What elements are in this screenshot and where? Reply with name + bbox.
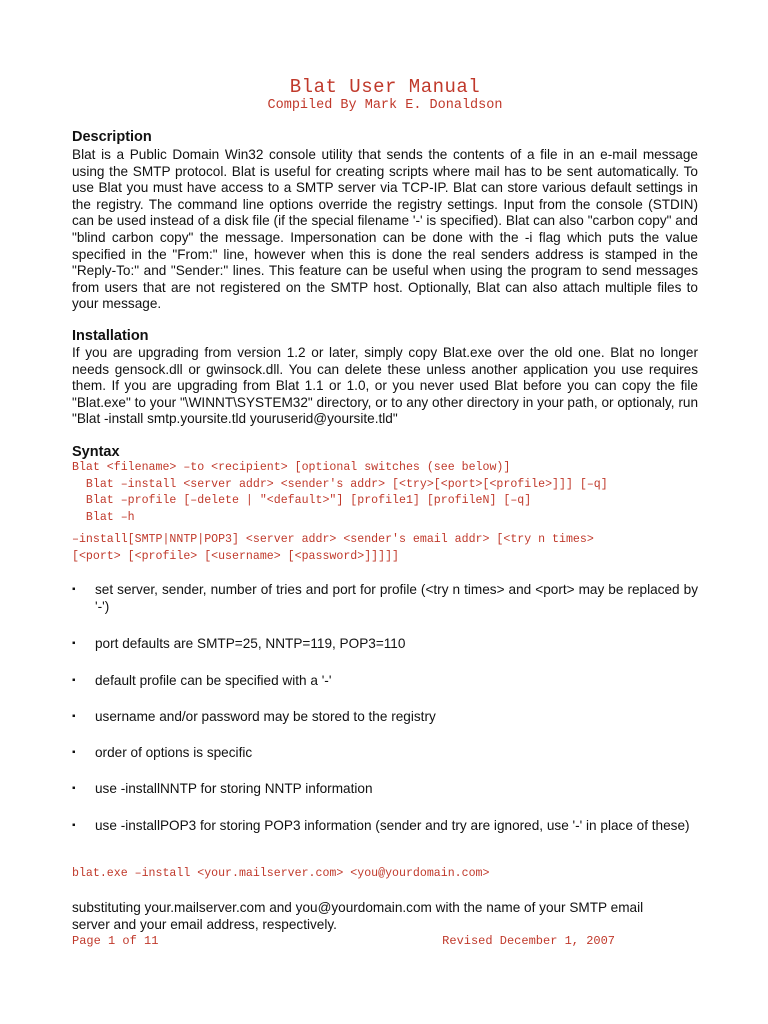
bullet-icon: ▪ [72, 820, 76, 831]
example-note: substituting your.mailserver.com and you@yourdomain.com with the name of your SMTP email server and your email address, respectively. [72, 900, 644, 932]
list-item [72, 818, 698, 835]
list-item-text: use -installNNTP for storing NNTP information [95, 781, 373, 796]
syntax-heading: Syntax [72, 444, 120, 460]
list-item [72, 745, 698, 762]
description-body: Blat is a Public Domain Win32 console utility that sends the contents of a file in an e-mail message using the SMTP protocol. Blat is useful for creating scripts where mail has to be sent automatically. To use Blat you must have access to a SMTP server via TCP-IP. Blat can store various default settings in the registry. The command line options override the registry settings. Input from the console (STDIN) can be used instead of a disk file (if the special filename '-' is specified). Blat can also "carbon copy" and "blind carbon copy" the message. Impersonation can be done with the -i flag which puts the value specified in the "From:" line, however when this is done the real senders address is stamped in the "Reply-To:" and "Sender:" lines. This feature can be useful when using the program to send messages from users that are not registered on the SMTP host. Optionally, Blat can also attach multiple files to your message. [72, 147, 698, 312]
description-heading: Description [72, 129, 152, 145]
list-item-text: order of options is specific [95, 745, 253, 760]
document-subtitle: Compiled By Mark E. Donaldson [267, 98, 503, 113]
install-usage: –install[SMTP|NNTP|POP3] <server addr> <sender's email addr> [<try n times> [<port> [<profile> [<username> [<password>]]]]] [72, 533, 594, 563]
list-item-text: default profile can be specified with a '-' [95, 673, 332, 688]
list-item [72, 673, 698, 690]
list-item [72, 781, 698, 798]
page-number: Page 1 of 11 [72, 934, 159, 948]
document-title: Blat User Manual [289, 76, 481, 98]
list-item [72, 636, 698, 653]
installation-body: If you are upgrading from version 1.2 or later, simply copy Blat.exe over the old one. Blat no longer needs gensock.dll or gwinsock.dll. You can delete these unless another application you use requires them. If you are upgrading from Blat 1.1 or 1.0, or you never used Blat before you can copy the file "Blat.exe" to your "\WINNT\SYSTEM32" directory, or to any other directory in your path, or optionaly, run "Blat -install smtp.yoursite.tld youruserid@yoursite.tld" [72, 345, 698, 427]
list-item-text: use -installPOP3 for storing POP3 information (sender and try are ignored, use '-' in place of these) [95, 818, 690, 833]
syntax-usage: Blat <filename> –to <recipient> [optional switches (see below)] Blat –install <server addr> <sender's addr> [<try>[<port>[<profile>]]] [–q] Blat –profile [–delete | "<default>"] [profile1] [profileN] [–q] Blat –h [72, 461, 608, 524]
bullet-icon: ▪ [72, 711, 76, 722]
bullet-icon: ▪ [72, 783, 76, 794]
install-example: blat.exe –install <your.mailserver.com> <you@yourdomain.com> [72, 867, 490, 880]
bullet-icon: ▪ [72, 675, 76, 686]
bullet-icon: ▪ [72, 747, 76, 758]
list-item [72, 709, 698, 726]
list-item [72, 582, 698, 615]
revision-date: Revised December 1, 2007 [442, 934, 615, 948]
list-item-text: username and/or password may be stored to the registry [95, 709, 436, 724]
bullet-icon: ▪ [72, 584, 76, 595]
installation-heading: Installation [72, 328, 149, 344]
list-item-text: port defaults are SMTP=25, NNTP=119, POP3=110 [95, 636, 406, 651]
bullet-icon: ▪ [72, 638, 76, 649]
list-item-text: set server, sender, number of tries and port for profile (<try n times> and <port> may be replaced by '-') [95, 582, 698, 614]
